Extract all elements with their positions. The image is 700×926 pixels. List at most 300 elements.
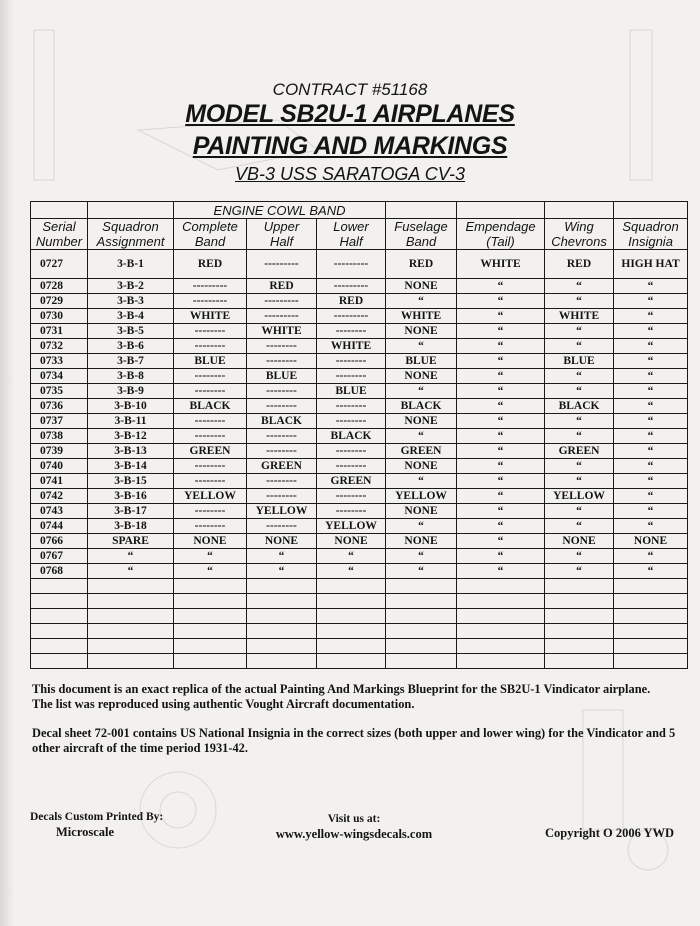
blank-header-cell: [457, 202, 545, 219]
table-cell: ---------: [247, 309, 317, 324]
table-cell: “: [457, 519, 545, 534]
column-header-line: Half: [269, 234, 294, 249]
empty-cell: [174, 624, 247, 639]
empty-cell: [545, 654, 614, 669]
table-cell: --------: [317, 414, 386, 429]
table-cell: “: [545, 519, 614, 534]
note-replica: This document is an exact replica of the actual Painting And Markings Blueprint for the SB2U-1 Vindicator airplane.: [32, 682, 651, 696]
table-cell: ---------: [247, 294, 317, 309]
table-cell: NONE: [386, 459, 457, 474]
table-cell: “: [614, 549, 688, 564]
table-cell: “: [614, 429, 688, 444]
empty-cell: [317, 624, 386, 639]
column-header-line: Number: [35, 234, 83, 249]
table-cell: 0741: [31, 474, 88, 489]
column-header-line: Complete: [182, 219, 238, 234]
table-cell: “: [88, 549, 174, 564]
table-cell: BLUE: [247, 369, 317, 384]
empty-cell: [247, 609, 317, 624]
table-row: [31, 384, 688, 399]
table-cell: BLUE: [174, 354, 247, 369]
table-row: [31, 324, 688, 339]
table-cell: NONE: [386, 369, 457, 384]
table-cell: NONE: [386, 324, 457, 339]
table-cell: --------: [247, 444, 317, 459]
table-cell: 0740: [31, 459, 88, 474]
table-cell: WHITE: [174, 309, 247, 324]
note-decal-sheet: Decal sheet 72-001 contains US National Insignia in the correct sizes (both upper and lower wing) for the Vindicator and 5 other aircraft of the time period 1931-42.: [32, 726, 676, 755]
empty-cell: [88, 639, 174, 654]
copyright-notice: Copyright O 2006 YWD: [545, 826, 675, 840]
table-cell: 0730: [31, 309, 88, 324]
table-cell: 3-B-3: [88, 294, 174, 309]
table-cell: “: [614, 384, 688, 399]
table-cell: --------: [174, 459, 247, 474]
empty-cell: [457, 639, 545, 654]
blank-header-cell: [386, 202, 457, 219]
empty-cell: [457, 609, 545, 624]
table-cell: GREEN: [174, 444, 247, 459]
table-cell: 3-B-17: [88, 504, 174, 519]
table-cell: 3-B-1: [88, 250, 174, 279]
table-cell: “: [457, 369, 545, 384]
empty-cell: [247, 624, 317, 639]
table-cell: 3-B-10: [88, 399, 174, 414]
empty-table-row: [31, 609, 688, 624]
table-row: [31, 489, 688, 504]
table-cell: 3-B-16: [88, 489, 174, 504]
empty-cell: [247, 594, 317, 609]
table-cell: “: [545, 294, 614, 309]
website-credit: [264, 812, 444, 842]
column-header-line: Empendage: [465, 219, 536, 234]
table-cell: “: [457, 444, 545, 459]
empty-cell: [88, 624, 174, 639]
markings-table: [30, 201, 688, 669]
table-cell: ---------: [174, 294, 247, 309]
table-cell: “: [545, 564, 614, 579]
empty-cell: [31, 654, 88, 669]
empty-cell: [545, 624, 614, 639]
table-cell: 0743: [31, 504, 88, 519]
table-cell: BLACK: [174, 399, 247, 414]
column-header: [247, 219, 317, 250]
table-cell: “: [545, 474, 614, 489]
empty-cell: [31, 609, 88, 624]
empty-cell: [386, 609, 457, 624]
table-cell: --------: [247, 354, 317, 369]
table-cell: BLACK: [247, 414, 317, 429]
table-cell: “: [457, 294, 545, 309]
table-cell: 0767: [31, 549, 88, 564]
table-cell: 3-B-13: [88, 444, 174, 459]
table-cell: YELLOW: [317, 519, 386, 534]
table-cell: “: [386, 564, 457, 579]
table-cell: “: [614, 474, 688, 489]
empty-cell: [614, 639, 688, 654]
blank-header-cell: [31, 202, 88, 219]
table-cell: --------: [317, 459, 386, 474]
table-cell: WHITE: [317, 339, 386, 354]
column-header-line: Chevrons: [551, 234, 607, 249]
table-cell: “: [545, 429, 614, 444]
table-row: [31, 474, 688, 489]
table-cell: BLACK: [317, 429, 386, 444]
table-cell: “: [457, 339, 545, 354]
empty-table-row: [31, 639, 688, 654]
table-cell: WHITE: [545, 309, 614, 324]
table-cell: --------: [174, 474, 247, 489]
table-cell: 0727: [31, 250, 88, 279]
table-cell: NONE: [545, 534, 614, 549]
empty-cell: [457, 654, 545, 669]
table-cell: RED: [247, 279, 317, 294]
table-cell: GREEN: [247, 459, 317, 474]
table-row: [31, 504, 688, 519]
empty-cell: [614, 624, 688, 639]
model-title: MODEL SB2U-1 AIRPLANES: [185, 100, 515, 128]
table-cell: “: [614, 489, 688, 504]
table-cell: HIGH HAT: [614, 250, 688, 279]
table-row: [31, 354, 688, 369]
table-cell: “: [545, 459, 614, 474]
column-header: [457, 219, 545, 250]
printer-credit: [30, 810, 163, 840]
column-header-line: Upper: [263, 219, 300, 234]
table-cell: 3-B-9: [88, 384, 174, 399]
table-cell: “: [457, 504, 545, 519]
table-cell: --------: [174, 369, 247, 384]
table-cell: ---------: [174, 279, 247, 294]
empty-cell: [317, 609, 386, 624]
table-cell: RED: [174, 250, 247, 279]
table-cell: 0739: [31, 444, 88, 459]
table-row: [31, 444, 688, 459]
table-cell: 0732: [31, 339, 88, 354]
column-header-line: Serial: [42, 219, 76, 234]
table-cell: “: [457, 564, 545, 579]
empty-cell: [174, 594, 247, 609]
empty-cell: [386, 639, 457, 654]
table-cell: --------: [247, 399, 317, 414]
table-cell: YELLOW: [545, 489, 614, 504]
table-cell: NONE: [386, 414, 457, 429]
engine-cowl-band-header: ENGINE COWL BAND: [174, 202, 386, 219]
table-cell: “: [457, 429, 545, 444]
table-cell: “: [614, 294, 688, 309]
table-cell: “: [614, 279, 688, 294]
table-cell: NONE: [386, 504, 457, 519]
empty-cell: [247, 579, 317, 594]
empty-cell: [247, 639, 317, 654]
table-cell: “: [386, 294, 457, 309]
table-cell: “: [386, 474, 457, 489]
table-cell: 3-B-14: [88, 459, 174, 474]
column-header: [545, 219, 614, 250]
empty-cell: [317, 654, 386, 669]
table-row: [31, 250, 688, 279]
table-cell: --------: [247, 339, 317, 354]
table-cell: NONE: [247, 534, 317, 549]
table-row: [31, 339, 688, 354]
empty-cell: [386, 594, 457, 609]
table-cell: GREEN: [545, 444, 614, 459]
table-cell: “: [386, 549, 457, 564]
empty-cell: [88, 579, 174, 594]
table-cell: 0728: [31, 279, 88, 294]
blank-header-cell: [614, 202, 688, 219]
empty-table-row: [31, 579, 688, 594]
column-header-line: (Tail): [486, 234, 515, 249]
column-header: [386, 219, 457, 250]
table-cell: “: [457, 324, 545, 339]
column-header: [31, 219, 88, 250]
table-cell: NONE: [614, 534, 688, 549]
table-cell: “: [545, 324, 614, 339]
empty-cell: [174, 579, 247, 594]
table-cell: BLUE: [317, 384, 386, 399]
empty-cell: [317, 594, 386, 609]
empty-cell: [614, 579, 688, 594]
table-cell: ---------: [317, 279, 386, 294]
table-cell: GREEN: [386, 444, 457, 459]
table-cell: “: [545, 504, 614, 519]
table-cell: “: [457, 309, 545, 324]
table-cell: --------: [174, 384, 247, 399]
table-cell: “: [247, 549, 317, 564]
table-cell: “: [88, 564, 174, 579]
empty-cell: [31, 624, 88, 639]
empty-cell: [88, 594, 174, 609]
table-cell: 3-B-2: [88, 279, 174, 294]
table-cell: RED: [545, 250, 614, 279]
empty-table-row: [31, 654, 688, 669]
table-cell: “: [457, 534, 545, 549]
table-cell: NONE: [386, 534, 457, 549]
empty-cell: [317, 579, 386, 594]
table-cell: “: [317, 549, 386, 564]
table-cell: 0729: [31, 294, 88, 309]
table-cell: “: [614, 354, 688, 369]
table-cell: NONE: [174, 534, 247, 549]
column-header-line: Wing: [564, 219, 594, 234]
table-cell: “: [457, 459, 545, 474]
table-cell: “: [545, 549, 614, 564]
table-cell: “: [386, 339, 457, 354]
table-cell: --------: [174, 519, 247, 534]
table-cell: “: [614, 414, 688, 429]
empty-cell: [386, 654, 457, 669]
table-cell: “: [614, 309, 688, 324]
table-row: [31, 294, 688, 309]
table-cell: --------: [174, 504, 247, 519]
empty-cell: [545, 594, 614, 609]
table-cell: --------: [174, 324, 247, 339]
table-cell: “: [457, 489, 545, 504]
table-row: [31, 564, 688, 579]
empty-cell: [31, 639, 88, 654]
table-cell: “: [457, 414, 545, 429]
empty-cell: [174, 639, 247, 654]
table-cell: “: [386, 519, 457, 534]
table-cell: --------: [317, 354, 386, 369]
table-cell: --------: [247, 519, 317, 534]
table-cell: “: [614, 564, 688, 579]
table-cell: --------: [317, 489, 386, 504]
table-cell: “: [457, 549, 545, 564]
table-cell: 3-B-15: [88, 474, 174, 489]
table-cell: RED: [386, 250, 457, 279]
empty-cell: [614, 609, 688, 624]
table-row: [31, 399, 688, 414]
table-cell: --------: [174, 429, 247, 444]
column-header-line: Squadron: [622, 219, 679, 234]
table-cell: NONE: [386, 279, 457, 294]
table-cell: --------: [247, 474, 317, 489]
table-cell: “: [386, 384, 457, 399]
empty-cell: [174, 654, 247, 669]
column-header-line: Band: [194, 234, 226, 249]
table-cell: --------: [247, 489, 317, 504]
empty-cell: [457, 624, 545, 639]
table-cell: “: [614, 519, 688, 534]
table-cell: --------: [317, 444, 386, 459]
table-cell: YELLOW: [247, 504, 317, 519]
table-cell: WHITE: [386, 309, 457, 324]
table-cell: 0735: [31, 384, 88, 399]
column-header-line: Assignment: [96, 234, 165, 249]
empty-cell: [88, 609, 174, 624]
table-cell: ---------: [247, 250, 317, 279]
table-cell: “: [457, 399, 545, 414]
table-cell: SPARE: [88, 534, 174, 549]
table-cell: “: [614, 399, 688, 414]
column-header-line: Fuselage: [394, 219, 448, 234]
table-cell: “: [614, 339, 688, 354]
empty-cell: [31, 594, 88, 609]
table-cell: ---------: [317, 250, 386, 279]
empty-cell: [545, 579, 614, 594]
table-cell: 3-B-7: [88, 354, 174, 369]
visit-label: Visit us at:: [327, 813, 381, 825]
table-cell: 3-B-18: [88, 519, 174, 534]
empty-cell: [174, 609, 247, 624]
table-cell: 0737: [31, 414, 88, 429]
table-cell: “: [457, 384, 545, 399]
table-row: [31, 549, 688, 564]
table-cell: “: [545, 339, 614, 354]
table-cell: 0738: [31, 429, 88, 444]
table-cell: “: [614, 324, 688, 339]
table-cell: 3-B-5: [88, 324, 174, 339]
blank-header-cell: [88, 202, 174, 219]
table-cell: “: [614, 504, 688, 519]
table-row: [31, 414, 688, 429]
table-cell: “: [457, 354, 545, 369]
table-cell: 0734: [31, 369, 88, 384]
empty-cell: [545, 609, 614, 624]
column-header: [614, 219, 688, 250]
painting-title: PAINTING AND MARKINGS: [192, 132, 508, 160]
table-cell: 3-B-4: [88, 309, 174, 324]
printed-by-label: Decals Custom Printed By:: [30, 811, 164, 823]
column-header-row: [31, 219, 688, 250]
table-cell: “: [545, 414, 614, 429]
table-cell: 0766: [31, 534, 88, 549]
table-row: [31, 369, 688, 384]
column-header: [317, 219, 386, 250]
table-cell: “: [545, 369, 614, 384]
table-cell: “: [614, 459, 688, 474]
empty-cell: [457, 594, 545, 609]
table-cell: 0768: [31, 564, 88, 579]
column-header-line: Lower: [333, 219, 369, 234]
empty-table-row: [31, 624, 688, 639]
column-header: [174, 219, 247, 250]
column-header-line: Half: [339, 234, 363, 249]
website-url: www.yellow-wingsdecals.com: [275, 827, 433, 841]
table-cell: WHITE: [457, 250, 545, 279]
table-cell: 3-B-11: [88, 414, 174, 429]
table-cell: 0736: [31, 399, 88, 414]
table-cell: YELLOW: [174, 489, 247, 504]
table-cell: BLACK: [545, 399, 614, 414]
table-cell: “: [457, 279, 545, 294]
notes-section: [32, 682, 692, 756]
table-cell: --------: [174, 339, 247, 354]
empty-cell: [247, 654, 317, 669]
table-cell: 3-B-8: [88, 369, 174, 384]
unit-subtitle: VB-3 USS SARATOGA CV-3: [234, 164, 466, 184]
empty-cell: [386, 624, 457, 639]
contract-number: CONTRACT #51168: [272, 80, 428, 99]
table-cell: “: [317, 564, 386, 579]
table-cell: 0744: [31, 519, 88, 534]
table-cell: “: [247, 564, 317, 579]
empty-cell: [614, 594, 688, 609]
table-cell: --------: [317, 324, 386, 339]
empty-cell: [614, 654, 688, 669]
table-cell: “: [545, 384, 614, 399]
table-cell: 3-B-12: [88, 429, 174, 444]
table-cell: “: [174, 564, 247, 579]
table-row: [31, 459, 688, 474]
table-cell: --------: [247, 429, 317, 444]
column-header: [88, 219, 174, 250]
table-cell: ---------: [317, 309, 386, 324]
table-cell: “: [457, 474, 545, 489]
printer-name: Microscale: [56, 825, 115, 839]
table-cell: --------: [317, 399, 386, 414]
table-row: [31, 429, 688, 444]
empty-cell: [457, 579, 545, 594]
table-row: [31, 534, 688, 549]
table-cell: “: [174, 549, 247, 564]
empty-cell: [88, 654, 174, 669]
column-header-line: Band: [405, 234, 437, 249]
table-cell: --------: [247, 384, 317, 399]
empty-cell: [317, 639, 386, 654]
note-documentation: The list was reproduced using authentic Vought Aircraft documentation.: [32, 697, 415, 711]
blank-header-cell: [545, 202, 614, 219]
table-cell: “: [545, 279, 614, 294]
table-cell: 3-B-6: [88, 339, 174, 354]
table-cell: 0733: [31, 354, 88, 369]
empty-table-row: [31, 594, 688, 609]
table-cell: “: [614, 369, 688, 384]
table-cell: --------: [317, 504, 386, 519]
table-row: [31, 279, 688, 294]
